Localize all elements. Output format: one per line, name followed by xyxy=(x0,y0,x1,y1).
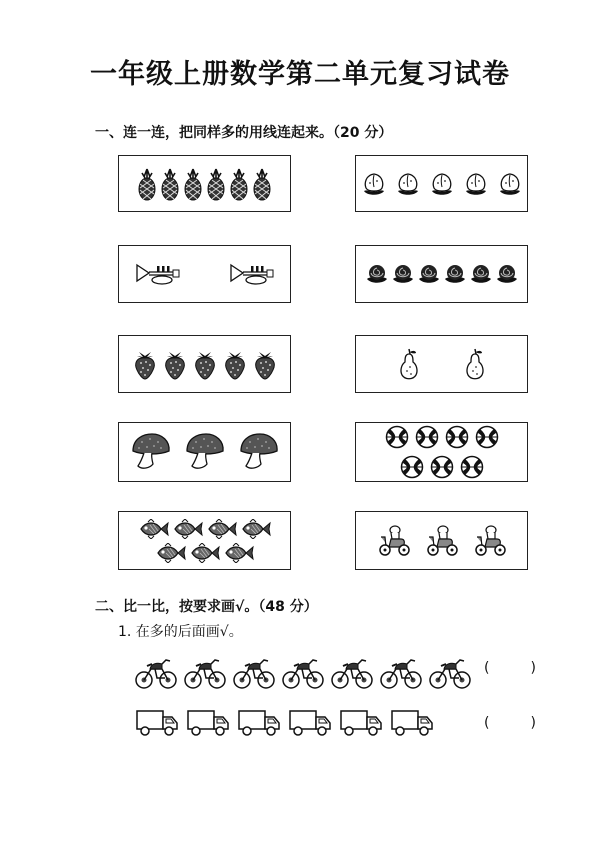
ball-icon xyxy=(415,425,439,449)
truck-row xyxy=(135,708,434,738)
right-box-1[interactable] xyxy=(355,155,528,212)
left-box-1[interactable] xyxy=(118,155,291,212)
mushroom-icon xyxy=(130,432,172,472)
section-2-sub-heading: 1. 在多的后面画√。 xyxy=(118,624,243,640)
left-box-4[interactable] xyxy=(118,422,291,482)
paren-close: ) xyxy=(530,660,536,676)
strawberry-icon xyxy=(163,348,187,380)
peach-icon xyxy=(498,171,522,197)
paren-open: ( xyxy=(484,715,490,731)
pear-icon xyxy=(398,347,420,381)
fish-icon xyxy=(224,543,254,563)
rose-icon xyxy=(418,264,440,284)
rose-icon xyxy=(366,264,388,284)
pineapple-icon xyxy=(252,167,272,201)
pear-icon xyxy=(464,347,486,381)
pineapple-icon xyxy=(160,167,180,201)
section-2-heading: 二、比一比，按要求画√。（48 分） xyxy=(95,599,318,615)
section-1-heading: 一、连一连，把同样多的用线连起来。（20 分） xyxy=(95,125,393,141)
page-title: 一年级上册数学第二单元复习试卷 xyxy=(90,59,510,90)
answer-paren-2[interactable] xyxy=(484,715,536,731)
motorcycle-icon xyxy=(135,656,177,690)
peach-icon xyxy=(430,171,454,197)
truck-icon xyxy=(390,708,434,738)
truck-icon xyxy=(135,708,179,738)
left-box-5[interactable] xyxy=(118,511,291,570)
motorcycle-icon xyxy=(282,656,324,690)
ball-icon xyxy=(430,455,454,479)
scooter-icon xyxy=(425,525,459,557)
ball-icon xyxy=(385,425,409,449)
right-box-4[interactable] xyxy=(355,422,528,482)
fish-icon xyxy=(156,543,186,563)
fish-icon xyxy=(241,519,271,539)
fish-icon xyxy=(139,519,169,539)
scooter-icon xyxy=(473,525,507,557)
peach-icon xyxy=(396,171,420,197)
strawberry-icon xyxy=(193,348,217,380)
paren-close: ) xyxy=(530,715,536,731)
motorcycle-row xyxy=(135,656,471,690)
icon-row xyxy=(385,425,499,449)
pineapple-icon xyxy=(137,167,157,201)
rose-icon xyxy=(392,264,414,284)
ball-icon xyxy=(475,425,499,449)
right-box-3[interactable] xyxy=(355,335,528,393)
fish-icon xyxy=(207,519,237,539)
peach-icon xyxy=(464,171,488,197)
truck-icon xyxy=(237,708,281,738)
right-box-5[interactable] xyxy=(355,511,528,570)
ball-icon xyxy=(400,455,424,479)
strawberry-icon xyxy=(133,348,157,380)
icon-row xyxy=(156,543,254,563)
ball-icon xyxy=(445,425,469,449)
motorcycle-icon xyxy=(331,656,373,690)
truck-icon xyxy=(339,708,383,738)
motorcycle-icon xyxy=(184,656,226,690)
trumpet-icon xyxy=(135,261,181,287)
fish-icon xyxy=(190,543,220,563)
strawberry-icon xyxy=(223,348,247,380)
peach-icon xyxy=(362,171,386,197)
rose-icon xyxy=(470,264,492,284)
pineapple-icon xyxy=(229,167,249,201)
right-box-2[interactable] xyxy=(355,245,528,303)
truck-icon xyxy=(288,708,332,738)
truck-icon xyxy=(186,708,230,738)
motorcycle-icon xyxy=(233,656,275,690)
mushroom-icon xyxy=(238,432,280,472)
strawberry-icon xyxy=(253,348,277,380)
icon-row xyxy=(139,519,271,539)
icon-row xyxy=(400,455,484,479)
left-box-2[interactable] xyxy=(118,245,291,303)
paren-open: ( xyxy=(484,660,490,676)
motorcycle-icon xyxy=(380,656,422,690)
fish-icon xyxy=(173,519,203,539)
pineapple-icon xyxy=(206,167,226,201)
rose-icon xyxy=(496,264,518,284)
answer-paren-1[interactable] xyxy=(484,660,536,676)
rose-icon xyxy=(444,264,466,284)
motorcycle-icon xyxy=(429,656,471,690)
pineapple-icon xyxy=(183,167,203,201)
trumpet-icon xyxy=(229,261,275,287)
scooter-icon xyxy=(377,525,411,557)
ball-icon xyxy=(460,455,484,479)
mushroom-icon xyxy=(184,432,226,472)
left-box-3[interactable] xyxy=(118,335,291,393)
